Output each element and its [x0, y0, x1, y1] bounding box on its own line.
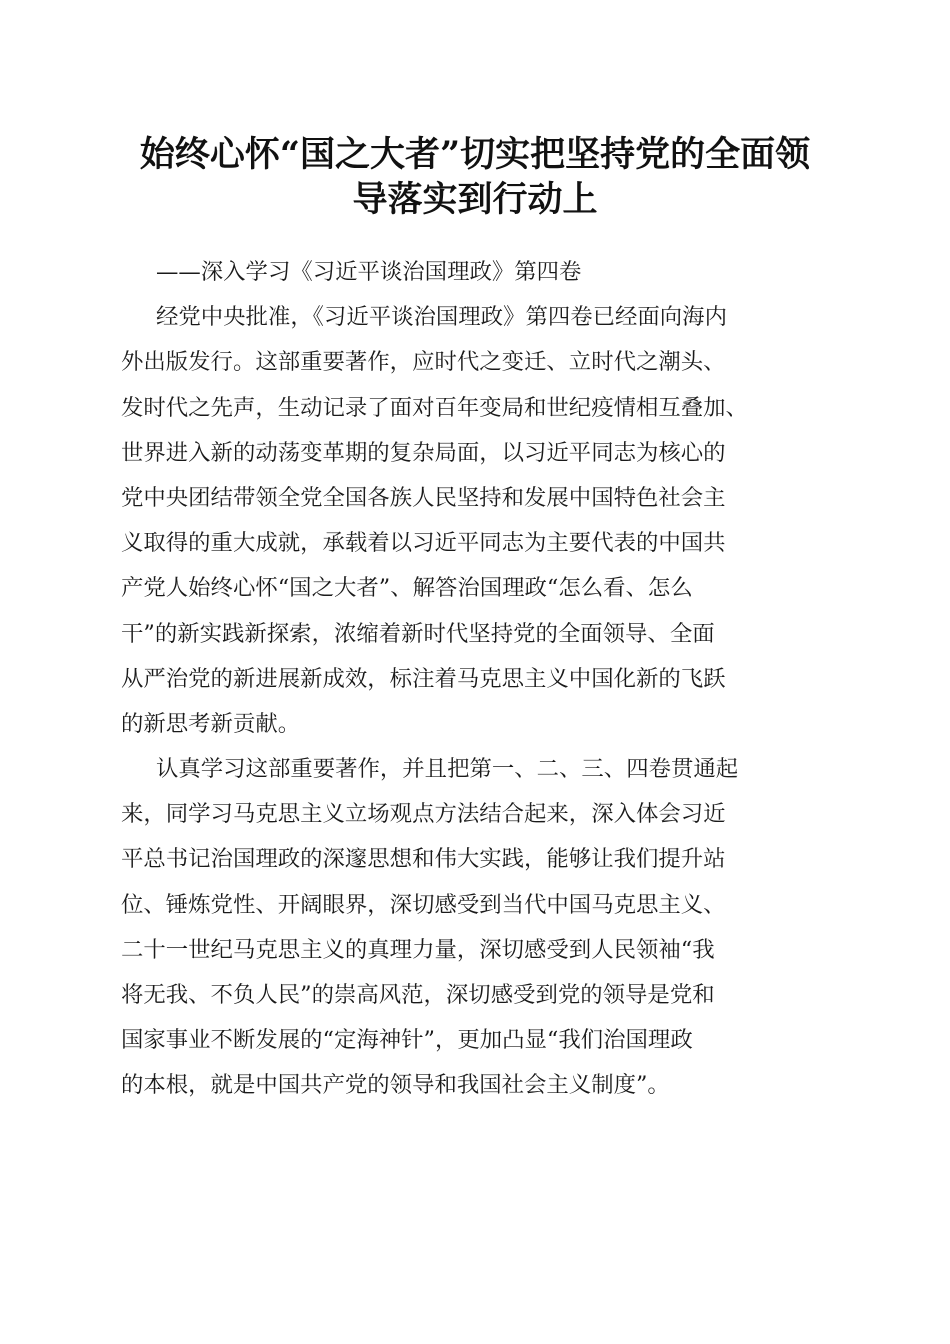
- paragraph-line: 产党人始终心怀“国之大者”、解答治国理政“怎么看、怎么: [121, 575, 693, 602]
- paragraph-line: 将无我、不负人民”的崇高风范，深切感受到党的领导是党和: [121, 982, 715, 1008]
- paragraph-line: 发时代之先声，生动记录了面对百年变局和世纪疫情相互叠加、: [121, 394, 748, 421]
- title-line: 始终心怀“国之大者”切实把坚持党的全面领: [139, 134, 811, 175]
- document-subtitle: ——深入学习《习近平谈治国理政》第四卷: [156, 259, 582, 285]
- paragraph-2: [121, 747, 826, 1109]
- paragraph-line: 认真学习这部重要著作，并且把第一、二、三、四卷贯通起: [156, 756, 739, 783]
- paragraph-1: [121, 295, 826, 747]
- paragraph-line: 平总书记治国理政的深邃思想和伟大实践，能够让我们提升站: [121, 846, 726, 873]
- paragraph-line: 干”的新实践新探索，浓缩着新时代坚持党的全面领导、全面: [121, 620, 715, 647]
- title-line: 导落实到行动上: [352, 179, 598, 221]
- paragraph-line: 从严治党的新进展新成效，标注着马克思主义中国化新的飞跃: [121, 665, 726, 692]
- paragraph-line: 义取得的重大成就，承载着以习近平同志为主要代表的中国共: [121, 530, 726, 557]
- paragraph-line: 位、锤炼党性、开阔眼界，深切感受到当代中国马克思主义、: [121, 891, 726, 918]
- paragraph-line: 党中央团结带领全党全国各族人民坚持和发展中国特色社会主: [121, 484, 726, 511]
- paragraph-line: 世界进入新的动荡变革期的复杂局面，以习近平同志为核心的: [121, 439, 726, 466]
- paragraph-line: 二十一世纪马克思主义的真理力量，深切感受到人民领袖“我: [121, 936, 715, 963]
- paragraph-line: 来，同学习马克思主义立场观点方法结合起来，深入体会习近: [121, 801, 726, 828]
- document-title: [100, 132, 850, 222]
- paragraph-line: 的本根，就是中国共产党的领导和我国社会主义制度”。: [121, 1072, 670, 1099]
- paragraph-line: 外出版发行。这部重要著作，应时代之变迁、立时代之潮头、: [121, 349, 726, 376]
- paragraph-line: 的新思考新贡献。: [121, 710, 301, 737]
- paragraph-line: 经党中央批准，《习近平谈治国理政》第四卷已经面向海内: [156, 304, 727, 331]
- paragraph-line: 国家事业不断发展的“定海神针”，更加凸显“我们治国理政: [121, 1027, 693, 1054]
- document-body: [121, 250, 826, 1109]
